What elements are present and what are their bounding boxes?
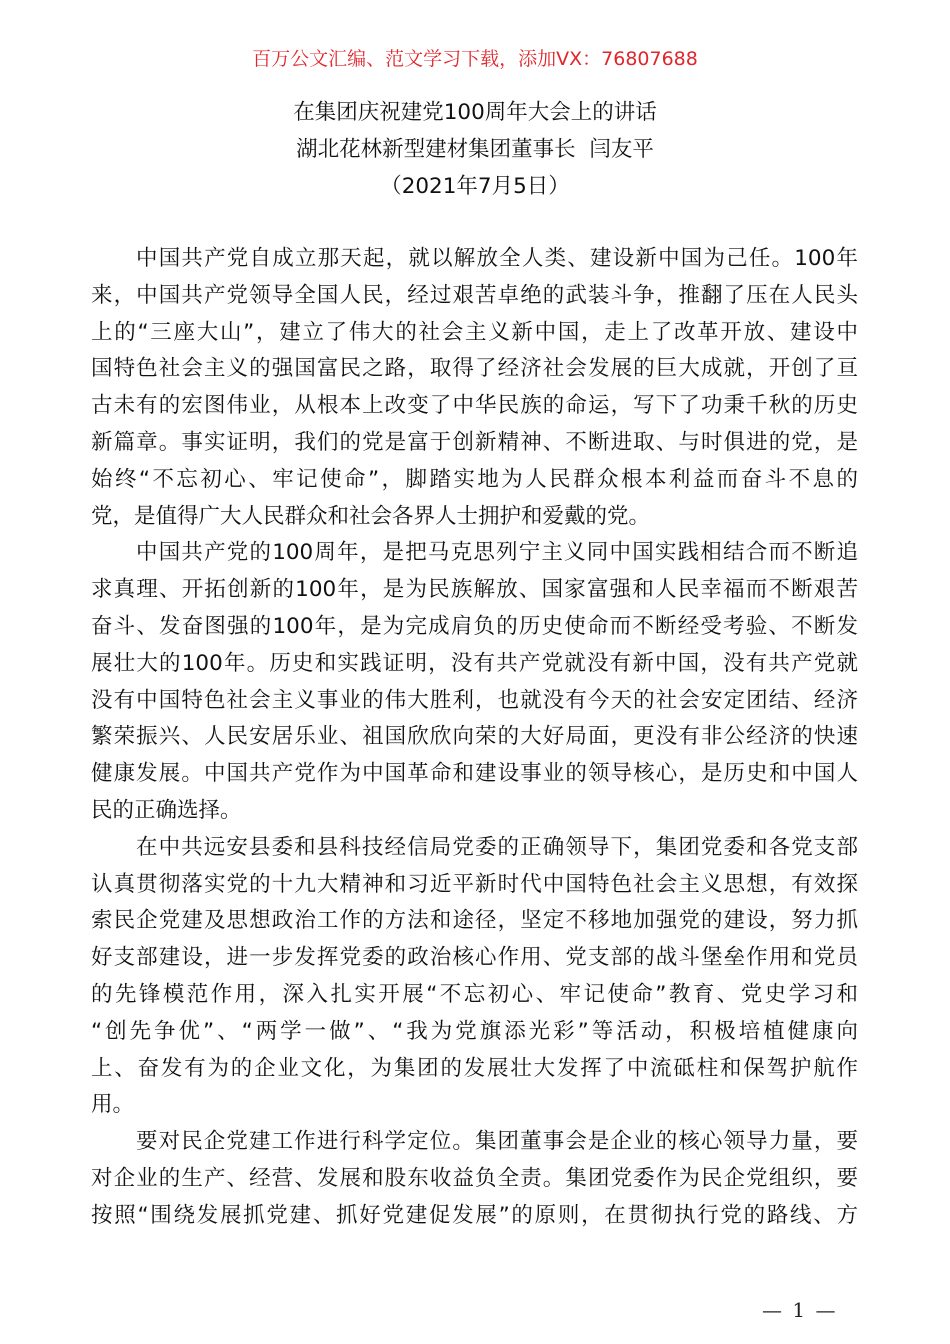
paragraph-line: 中国共产党自成立那天起，就以解放全人类、建设新中国为己任。100年 <box>136 246 858 271</box>
paragraph-line: 索民企党建及思想政治工作的方法和途径，坚定不移地加强党的建设，努力抓 <box>91 908 858 934</box>
paragraph-line: 奋斗、发奋图强的100年，是为完成肩负的历史使命而不断经受考验、不断发 <box>91 613 858 639</box>
paragraph-line: 按照“围绕发展抓党建、抓好党建促发展”的原则，在贯彻执行党的路线、方 <box>91 1202 858 1228</box>
paragraph <box>91 241 858 535</box>
paragraph <box>91 830 858 1124</box>
paragraph-line: 党，是值得广大人民群众和社会各界人士拥护和爱戴的党。 <box>91 503 651 529</box>
paragraph-line: 始终“不忘初心、牢记使命”，脚踏实地为人民群众根本利益而奋斗不息的 <box>91 466 858 492</box>
speaker-line: 湖北花林新型建材集团董事长 闫友平 <box>296 137 654 162</box>
paragraph-line: 展壮大的100年。历史和实践证明，没有共产党就没有新中国，没有共产党就 <box>91 650 858 676</box>
watermark-banner: 百万公文汇编、范文学习下载，添加VX：76807688 <box>252 48 698 70</box>
paragraph-line: 上、奋发有为的企业文化，为集团的发展壮大发挥了中流砥柱和保驾护航作 <box>91 1055 858 1081</box>
paragraph-line: 新篇章。事实证明，我们的党是富于创新精神、不断进取、与时俱进的党，是 <box>91 429 858 455</box>
paragraph-line: 古未有的宏图伟业，从根本上改变了中华民族的命运，写下了功秉千秋的历史 <box>91 393 858 419</box>
paragraph-line: 繁荣振兴、人民安居乐业、祖国欣欣向荣的大好局面，更没有非公经济的快速 <box>91 724 858 750</box>
speech-date: （2021年7月5日） <box>380 174 570 199</box>
paragraph-line: 求真理、开拓创新的100年，是为民族解放、国家富强和人民幸福而不断艰苦 <box>91 577 858 603</box>
paragraph-line: 认真贯彻落实党的十九大精神和习近平新时代中国特色社会主义思想，有效探 <box>91 871 858 897</box>
paragraph-line: 中国共产党的100周年，是把马克思列宁主义同中国实践相结合而不断追 <box>136 540 858 566</box>
document-title: 在集团庆祝建党100周年大会上的讲话 <box>293 100 657 125</box>
paragraph-line: 在中共远安县委和县科技经信局党委的正确领导下，集团党委和各党支部 <box>136 834 858 860</box>
paragraph-line: 的先锋模范作用，深入扎实开展“不忘初心、牢记使命”教育、党史学习和 <box>91 981 858 1007</box>
paragraph-line: 国特色社会主义的强国富民之路，取得了经济社会发展的巨大成就，开创了亘 <box>91 356 858 382</box>
paragraph-line: 用。 <box>91 1092 135 1118</box>
paragraph-line: 民的正确选择。 <box>91 797 242 823</box>
paragraph-line: 来，中国共产党领导全国人民，经过艰苦卓绝的武装斗争，推翻了压在人民头 <box>91 282 858 308</box>
paragraph-line: 没有中国特色社会主义事业的伟大胜利，也就没有今天的社会安定团结、经济 <box>91 687 858 713</box>
paragraph-line: 好支部建设，进一步发挥党委的政治核心作用、党支部的战斗堡垒作用和党员 <box>91 945 858 971</box>
document-body <box>91 241 858 1235</box>
paragraph-line: “创先争优”、“两学一做”、“我为党旗添光彩”等活动，积极培植健康向 <box>91 1018 858 1044</box>
paragraph-line: 上的“三座大山”，建立了伟大的社会主义新中国，走上了改革开放、建设中 <box>91 319 858 345</box>
paragraph-line: 健康发展。中国共产党作为中国革命和建设事业的领导核心，是历史和中国人 <box>91 761 858 787</box>
paragraph-line: 要对民企党建工作进行科学定位。集团董事会是企业的核心领导力量，要 <box>136 1129 858 1155</box>
document-header <box>0 94 950 205</box>
paragraph <box>91 535 858 829</box>
paragraph <box>91 1124 858 1234</box>
paragraph-line: 对企业的生产、经营、发展和股东收益负全责。集团党委作为民企党组织，要 <box>91 1165 858 1191</box>
page-number: — 1 — <box>762 1298 838 1322</box>
